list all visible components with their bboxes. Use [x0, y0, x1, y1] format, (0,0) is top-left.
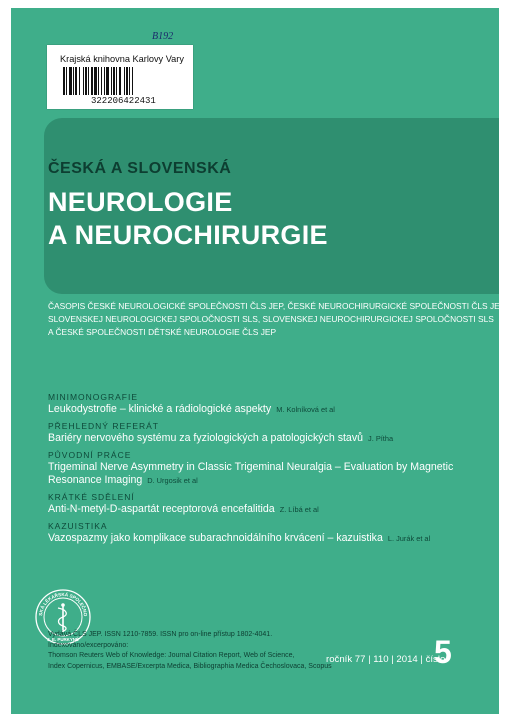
- article-title-text: Trigeminal Nerve Asymmetry in Classic Trigeminal Neuralgia – Evaluation by Magnetic: [48, 461, 454, 473]
- article-title-text: Vazospazmy jako komplikace subarachnoidálního krvácení – kazuistika: [48, 532, 383, 544]
- societies-line2: SLOVENSKEJ NEUROLOGICKEJ SPOLOČNOSTI SLS, SLOVENSKEJ NEUROCHIRURGICKEJ SPOLOČNOSTI SLS: [48, 314, 494, 324]
- article-title-continued: [48, 474, 478, 487]
- article-title: [48, 461, 478, 474]
- table-of-contents: [48, 392, 478, 550]
- article-title-text: Bariéry nervového systému za fyziologických a patologických stavů: [48, 432, 364, 444]
- societies-line1: ČASOPIS ČESKÉ NEUROLOGICKÉ SPOLEČNOSTI ČLS JEP, ČESKÉ NEUROCHIRURGICKÉ SPOLEČNOSTI ČLS JEP,: [48, 301, 507, 311]
- publisher-line1: Vydává ČLS JEP. ISSN 1210-7859. ISSN pro on-line přístup 1802-4041.: [48, 631, 273, 638]
- article-title: [48, 532, 478, 545]
- journal-subtitle: ČESKÁ A SLOVENSKÁ: [48, 160, 232, 177]
- article-title-text: Leukodystrofie – klinické a rádiologické aspekty: [48, 403, 272, 415]
- publisher-line2: Indexováno/excerpováno:: [48, 641, 129, 649]
- barcode-number: 322206422431: [91, 96, 156, 106]
- toc-section-minimonografie: [48, 392, 478, 416]
- section-label: PŮVODNÍ PRÁCE: [48, 450, 132, 460]
- journal-title-line1: NEUROLOGIE: [48, 187, 233, 217]
- article-author: J. Pítha: [368, 434, 394, 443]
- publisher-line3: Thomson Reuters Web of Knowledge: Journal Citation Report, Web of Science,: [48, 652, 295, 659]
- toc-section-kratke-sdeleni: [48, 492, 478, 516]
- handwritten-shelf-mark: B192: [152, 31, 174, 42]
- issue-number: 5: [434, 634, 452, 670]
- library-name: Krajská knihovna Karlovy Vary: [60, 54, 184, 64]
- article-title-text-2: Resonance Imaging: [48, 474, 143, 486]
- section-label: PŘEHLEDNÝ REFERÁT: [48, 421, 159, 431]
- article-author: M. Kolníková et al: [276, 405, 335, 414]
- article-author: Z. Líbá et al: [279, 505, 319, 514]
- seal-bottom-text: J. E. PURKYNĚ: [47, 637, 79, 642]
- barcode-image: [63, 67, 167, 95]
- toc-section-prehledny-referat: [48, 421, 478, 445]
- seal-ring-text: SKÁ LÉKAŘSKÁ SPOLEČNO: [38, 591, 89, 617]
- publisher-info: [48, 630, 348, 672]
- issue-info: ročník 77 | 110 | 2014 | číslo: [326, 654, 446, 665]
- article-author: L. Jurák et al: [387, 534, 431, 543]
- societies-statement: [48, 300, 507, 339]
- article-title: [48, 403, 478, 416]
- article-title-text: Anti-N-metyl-D-aspartát receptorová encefalitida: [48, 503, 275, 515]
- journal-title: [48, 186, 328, 252]
- article-title: [48, 503, 478, 516]
- section-label: MINIMONOGRAFIE: [48, 392, 139, 402]
- societies-line3: A ČESKÉ SPOLEČNOSTI DĚTSKÉ NEUROLOGIE ČLS JEP: [48, 327, 277, 337]
- section-label: KRÁTKÉ SDĚLENÍ: [48, 492, 135, 502]
- article-author: D. Urgosik et al: [147, 476, 198, 485]
- section-label: KAZUISTIKA: [48, 521, 108, 531]
- toc-section-puvodni-prace: [48, 450, 478, 487]
- svg-text:ČESKÁ LÉKAŘSKÁ SPOLEČNOST: [34, 588, 88, 617]
- article-title: [48, 432, 478, 445]
- library-barcode-sticker: [47, 45, 193, 109]
- journal-title-line2: A NEUROCHIRURGIE: [48, 220, 328, 250]
- toc-section-kazuistika: [48, 521, 478, 545]
- publisher-line4: Index Copernicus, EMBASE/Excerpta Medica, Bibliographia Medica Čechoslovaca, Scopus: [48, 662, 332, 670]
